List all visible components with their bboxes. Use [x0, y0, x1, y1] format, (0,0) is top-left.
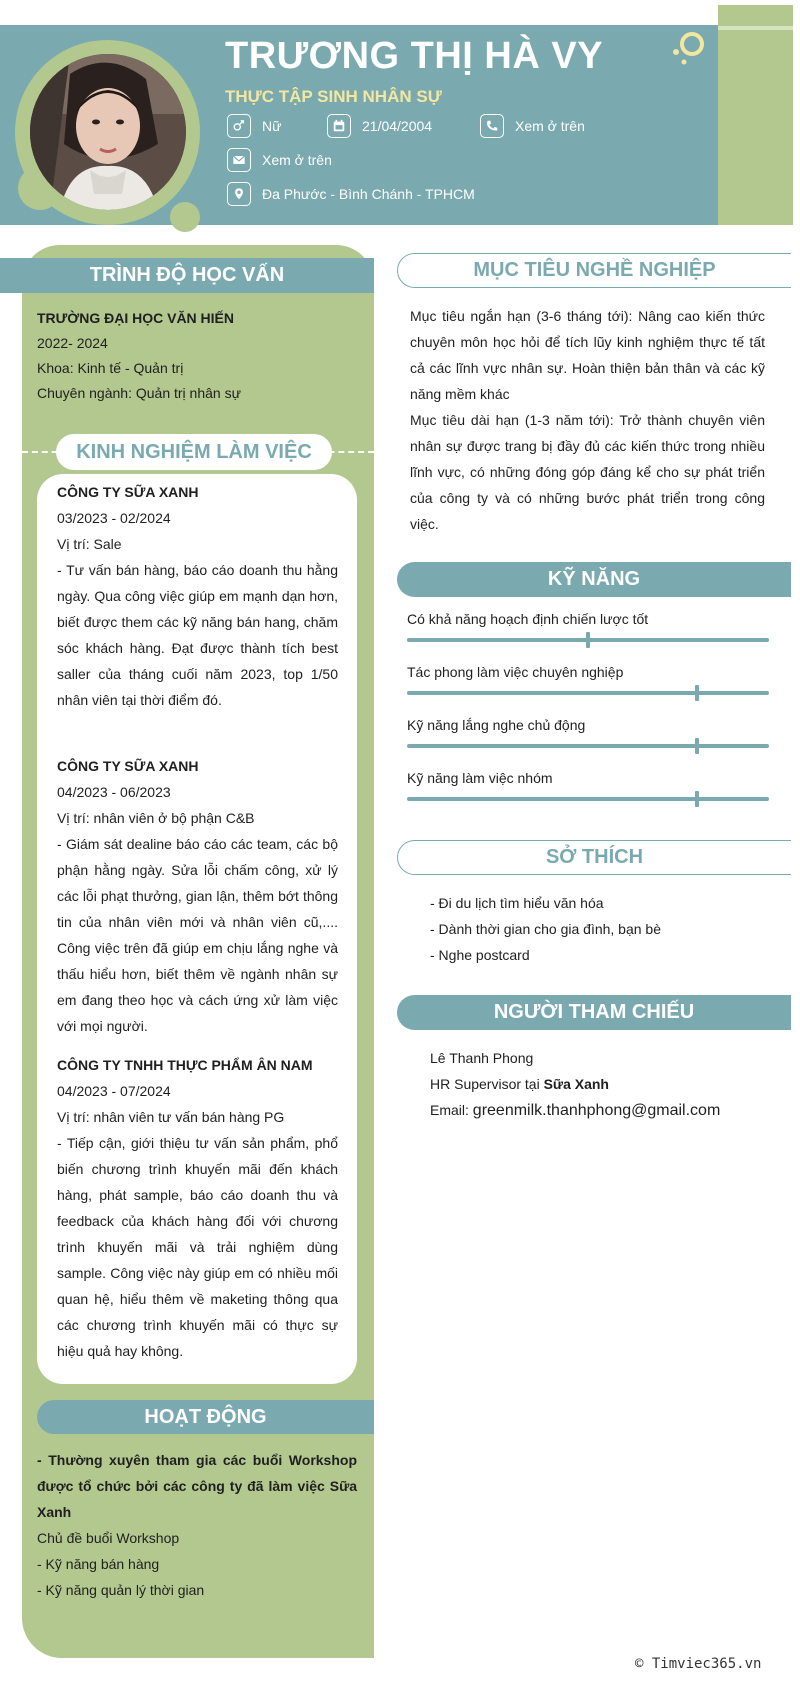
activity-dash: -: [37, 1452, 49, 1468]
experience-entry: [57, 1052, 338, 1364]
skill-name: Kỹ năng làm việc nhóm: [407, 770, 553, 786]
hobbies-heading: SỞ THÍCH: [397, 840, 791, 875]
experience-heading: KINH NGHIỆM LÀM VIỆC: [56, 434, 332, 470]
reference-role: [430, 1071, 770, 1097]
experience-description: - Tư vấn bán hàng, báo cáo doanh thu hằng ngày. Qua công việc giúp em mạnh dạn hơn, biết được them các kỹ năng bán hang, chăm sóc khách hàng. Đạt được thành tích best saller của tháng cuối năm 2023, top 1/50 nhân viên tại thời điểm đó.: [57, 562, 338, 708]
footer-brand: © Timviec365.vn: [635, 1656, 762, 1672]
activities-section: [37, 1447, 357, 1603]
education-section: [37, 306, 357, 406]
gender-icon: [227, 114, 251, 138]
experience-description: - Giám sát dealine báo cáo các team, các bộ phận hằng ngày. Sửa lỗi chấm công, xử lý các lỗi phạt thưởng, gian lận, thêm bớt thông tin của nhân viên mới và nhân viên cũ,.... Công việc trên đã giúp em chịu lắng nghe và thấu hiểu hơn, biết thêm về ngành nhân sự em đang theo học và cách ứng xử làm việc với mọi người.: [57, 836, 338, 1034]
career-goal-section: [410, 303, 765, 537]
experience-position: Vị trí: nhân viên ở bộ phận C&B: [57, 810, 255, 826]
skills-heading: KỸ NĂNG: [397, 562, 791, 597]
gender-value: Nữ: [262, 118, 282, 134]
reference-email-value[interactable]: greenmilk.thanhphong@gmail.com: [472, 1102, 721, 1119]
experience-company: CÔNG TY SỮA XANH: [57, 484, 199, 500]
location-pin-icon: [227, 182, 251, 206]
email-value: Xem ở trên: [262, 152, 332, 168]
hobby-item: - Nghe postcard: [430, 947, 530, 963]
reference-section: [430, 1045, 770, 1124]
contact-address: [227, 182, 475, 206]
candidate-name: TRƯƠNG THỊ HÀ VY: [225, 35, 604, 77]
hobby-item: - Đi du lịch tìm hiểu văn hóa: [430, 895, 604, 911]
skill-item: [407, 714, 769, 748]
activity-item: - Kỹ năng quản lý thời gian: [37, 1582, 205, 1598]
experience-position: Vị trí: nhân viên tư vấn bán hàng PG: [57, 1109, 285, 1125]
activity-highlight: [37, 1447, 357, 1525]
decorative-circle: [170, 202, 200, 232]
skill-item: [407, 767, 769, 801]
career-goal-long-term: Mục tiêu dài hạn (1-3 năm tới): Trở thành chuyên viên nhân sự được trang bị đầy đủ các kiến thức trong nhiều lĩnh vực, có những đóng góp đáng kể cho sự phát triển của công ty và có những bước phát triển trong công việc.: [410, 412, 765, 532]
skill-name: Kỹ năng lắng nghe chủ động: [407, 717, 586, 733]
reference-email-label: Email:: [430, 1102, 473, 1118]
avatar: [30, 54, 186, 210]
reference-company: Sữa Xanh: [543, 1076, 609, 1092]
header-side-stripe: [718, 5, 793, 225]
skill-level-marker: [695, 791, 699, 807]
hobby-item: - Dành thời gian cho gia đình, bạn bè: [430, 921, 662, 937]
decorative-rings-icon: [668, 30, 708, 74]
experience-description: - Tiếp cận, giới thiệu tư vấn sản phẩm, phổ biến chương trình khuyến mãi đến khách hàng, phát sample, báo cáo doanh thu và feedback của khách hàng đối với chương trình khuyến mãi và trải nghiệm dùng sample. Công việc này giúp em có nhiều mối quan hệ, hiểu thêm về maketing thông qua các chương trình khuyến mãi có thực sự hiệu quả hay không.: [57, 1135, 338, 1359]
experience-company: CÔNG TY TNHH THỰC PHẨM ÂN NAM: [57, 1057, 313, 1073]
birthday-value: 21/04/2004: [362, 118, 433, 134]
skill-bar: [407, 797, 769, 801]
skill-level-marker: [586, 632, 590, 648]
experience-period: 04/2023 - 07/2024: [57, 1083, 171, 1099]
experience-period: 04/2023 - 06/2023: [57, 784, 171, 800]
header-stripe-highlight: [718, 26, 793, 30]
calendar-icon: [327, 114, 351, 138]
career-goal-heading: MỤC TIÊU NGHỀ NGHIỆP: [397, 253, 791, 288]
skill-bar: [407, 691, 769, 695]
education-school: TRƯỜNG ĐẠI HỌC VĂN HIẾN: [37, 310, 235, 326]
reference-role-prefix: HR Supervisor tại: [430, 1076, 544, 1092]
experience-position: Vị trí: Sale: [57, 536, 122, 552]
reference-name: Lê Thanh Phong: [430, 1050, 534, 1066]
reference-email: [430, 1097, 770, 1124]
experience-entry: [57, 753, 338, 1039]
contact-email[interactable]: [227, 148, 332, 172]
candidate-job-title: THỰC TẬP SINH NHÂN SỰ: [225, 87, 442, 106]
skill-item: [407, 608, 769, 642]
skill-level-marker: [695, 738, 699, 754]
activity-highlight-text: Thường xuyên tham gia các buổi Workshop được tổ chức bởi các công ty đã làm việc Sữa Xanh: [37, 1452, 357, 1520]
contact-phone[interactable]: [480, 114, 585, 138]
hobbies-section: [430, 890, 760, 968]
contact-birthday: [327, 114, 432, 138]
activity-item: - Kỹ năng bán hàng: [37, 1556, 160, 1572]
skill-level-marker: [695, 685, 699, 701]
email-icon: [227, 148, 251, 172]
skill-bar: [407, 744, 769, 748]
activity-topic: Chủ đề buổi Workshop: [37, 1530, 180, 1546]
activities-heading: HOẠT ĐỘNG: [37, 1400, 374, 1434]
phone-icon: [480, 114, 504, 138]
education-years: 2022- 2024: [37, 335, 108, 351]
skill-name: Có khả năng hoạch định chiến lược tốt: [407, 611, 649, 627]
career-goal-short-term: Mục tiêu ngắn hạn (3-6 tháng tới): Nâng cao kiến thức chuyên môn học hỏi để tích lũy kinh nghiệm thực tế tất cả các lĩnh vực nhân sự. Hoàn thiện bản thân và các kỹ năng mềm khác: [410, 308, 765, 402]
phone-value: Xem ở trên: [515, 118, 585, 134]
reference-heading: NGƯỜI THAM CHIẾU: [397, 995, 791, 1030]
education-major: Chuyên ngành: Quản trị nhân sự: [37, 385, 241, 401]
experience-company: CÔNG TY SỮA XANH: [57, 758, 199, 774]
skill-bar: [407, 638, 769, 642]
education-heading: TRÌNH ĐỘ HỌC VẤN: [0, 258, 374, 293]
address-value: Đa Phước - Bình Chánh - TPHCM: [262, 186, 475, 202]
experience-period: 03/2023 - 02/2024: [57, 510, 171, 526]
education-faculty: Khoa: Kinh tế - Quản trị: [37, 360, 184, 376]
experience-entry: [57, 479, 338, 713]
contact-gender: [227, 114, 281, 138]
skill-item: [407, 661, 769, 695]
skill-name: Tác phong làm việc chuyên nghiệp: [407, 664, 624, 680]
